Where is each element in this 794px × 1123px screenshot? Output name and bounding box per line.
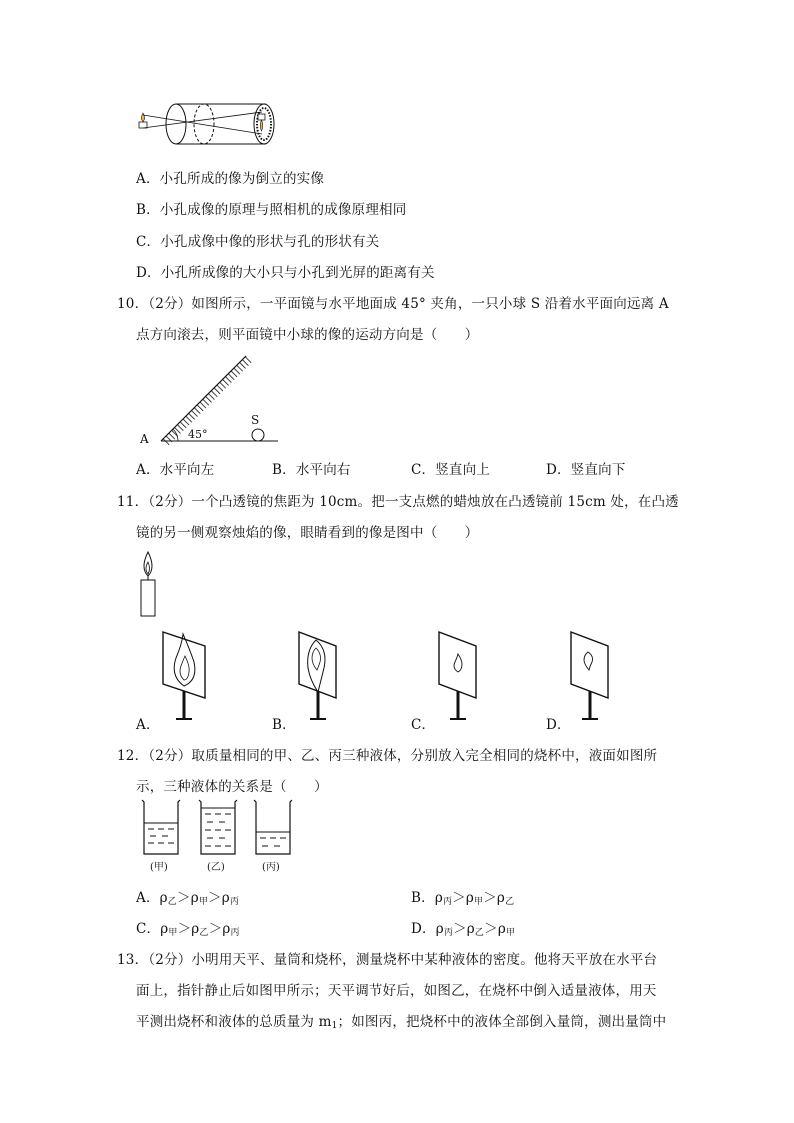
label-s: S [251,413,260,427]
q13-stem-line2: 面上，指针静止后如图甲所示；天平调节好后，如图乙，在烧杯中倒入适量液体，用天 [136,983,657,999]
q11-image-b [296,628,342,723]
q11-option-a: A． [136,717,160,733]
q11-option-d: D． [546,717,571,733]
beaker-label-jia: (甲) [150,862,168,873]
q11-stem-line1: 11．（2分）一个凸透镜的焦距为 10cm。把一支点燃的蜡烛放在凸透镜前 15cm 处，在凸透 [117,494,679,510]
q9-option-b: B．小孔成像的原理与照相机的成像原理相同 [136,202,407,218]
q9-option-c: C．小孔成像中像的形状与孔的形状有关 [136,234,380,250]
q11-image-a [160,628,210,723]
q12-option-a: A．$\rho_乙>\rho_甲>\rho_丙$ [136,890,240,907]
q13-stem-line3: 平测出烧杯和液体的总质量为 $m_1$；如图丙，把烧杯中的液体全部倒入量筒，测出量筒中 [136,1014,667,1031]
q10-stem-line1: 10．（2分）如图所示，一平面镜与水平地面成 45° 夹角，一只小球 S 沿着水平面向远离 A [117,296,669,312]
q12-stem-line1: 12．（2分）取质量相同的甲、乙、丙三种液体，分别放入完全相同的烧杯中，液面如图所 [117,748,658,764]
q12-option-b: B．$\rho_丙>\rho_甲>\rho_乙$ [411,890,515,907]
q11-option-b: B． [272,717,296,733]
beaker-label-yi: (乙) [207,862,225,873]
q10-option-b: B．水平向右 [272,462,351,478]
beakers-figure [136,796,296,876]
q11-option-c: C． [411,717,436,733]
q10-option-d: D．竖直向下 [546,462,626,478]
angle-label: 45° [188,428,208,441]
candle-figure [136,548,160,618]
q12-stem-line2: 示，三种液体的关系是（ ） [136,779,328,795]
q13-stem-line1: 13．（2分）小明用天平、量筒和烧杯，测量烧杯中某种液体的密度。他将天平放在水平台 [117,952,658,968]
q10-option-a: A．水平向左 [136,462,215,478]
q10-option-c: C．竖直向上 [411,462,491,478]
mirror-figure [136,350,286,450]
q11-stem-line2: 镜的另一侧观察烛焰的像，眼睛看到的像是图中（ ） [136,525,479,541]
label-a: A [140,432,149,446]
q9-option-a: A．小孔所成的像为倒立的实像 [136,171,325,187]
pinhole-camera-figure [136,98,281,150]
q11-image-d [568,628,614,723]
q12-option-c: C．$\rho_甲>\rho_乙>\rho_丙$ [136,921,240,938]
q10-stem-line2: 点方向滚去，则平面镜中小球的像的运动方向是（ ） [136,327,479,343]
beaker-label-bing: (丙) [262,862,280,873]
q9-option-d: D．小孔所成像的大小只与小孔到光屏的距离有关 [136,265,435,281]
q11-image-c [436,628,482,723]
q12-option-d: D．$\rho_丙>\rho_乙>\rho_甲$ [411,921,516,938]
